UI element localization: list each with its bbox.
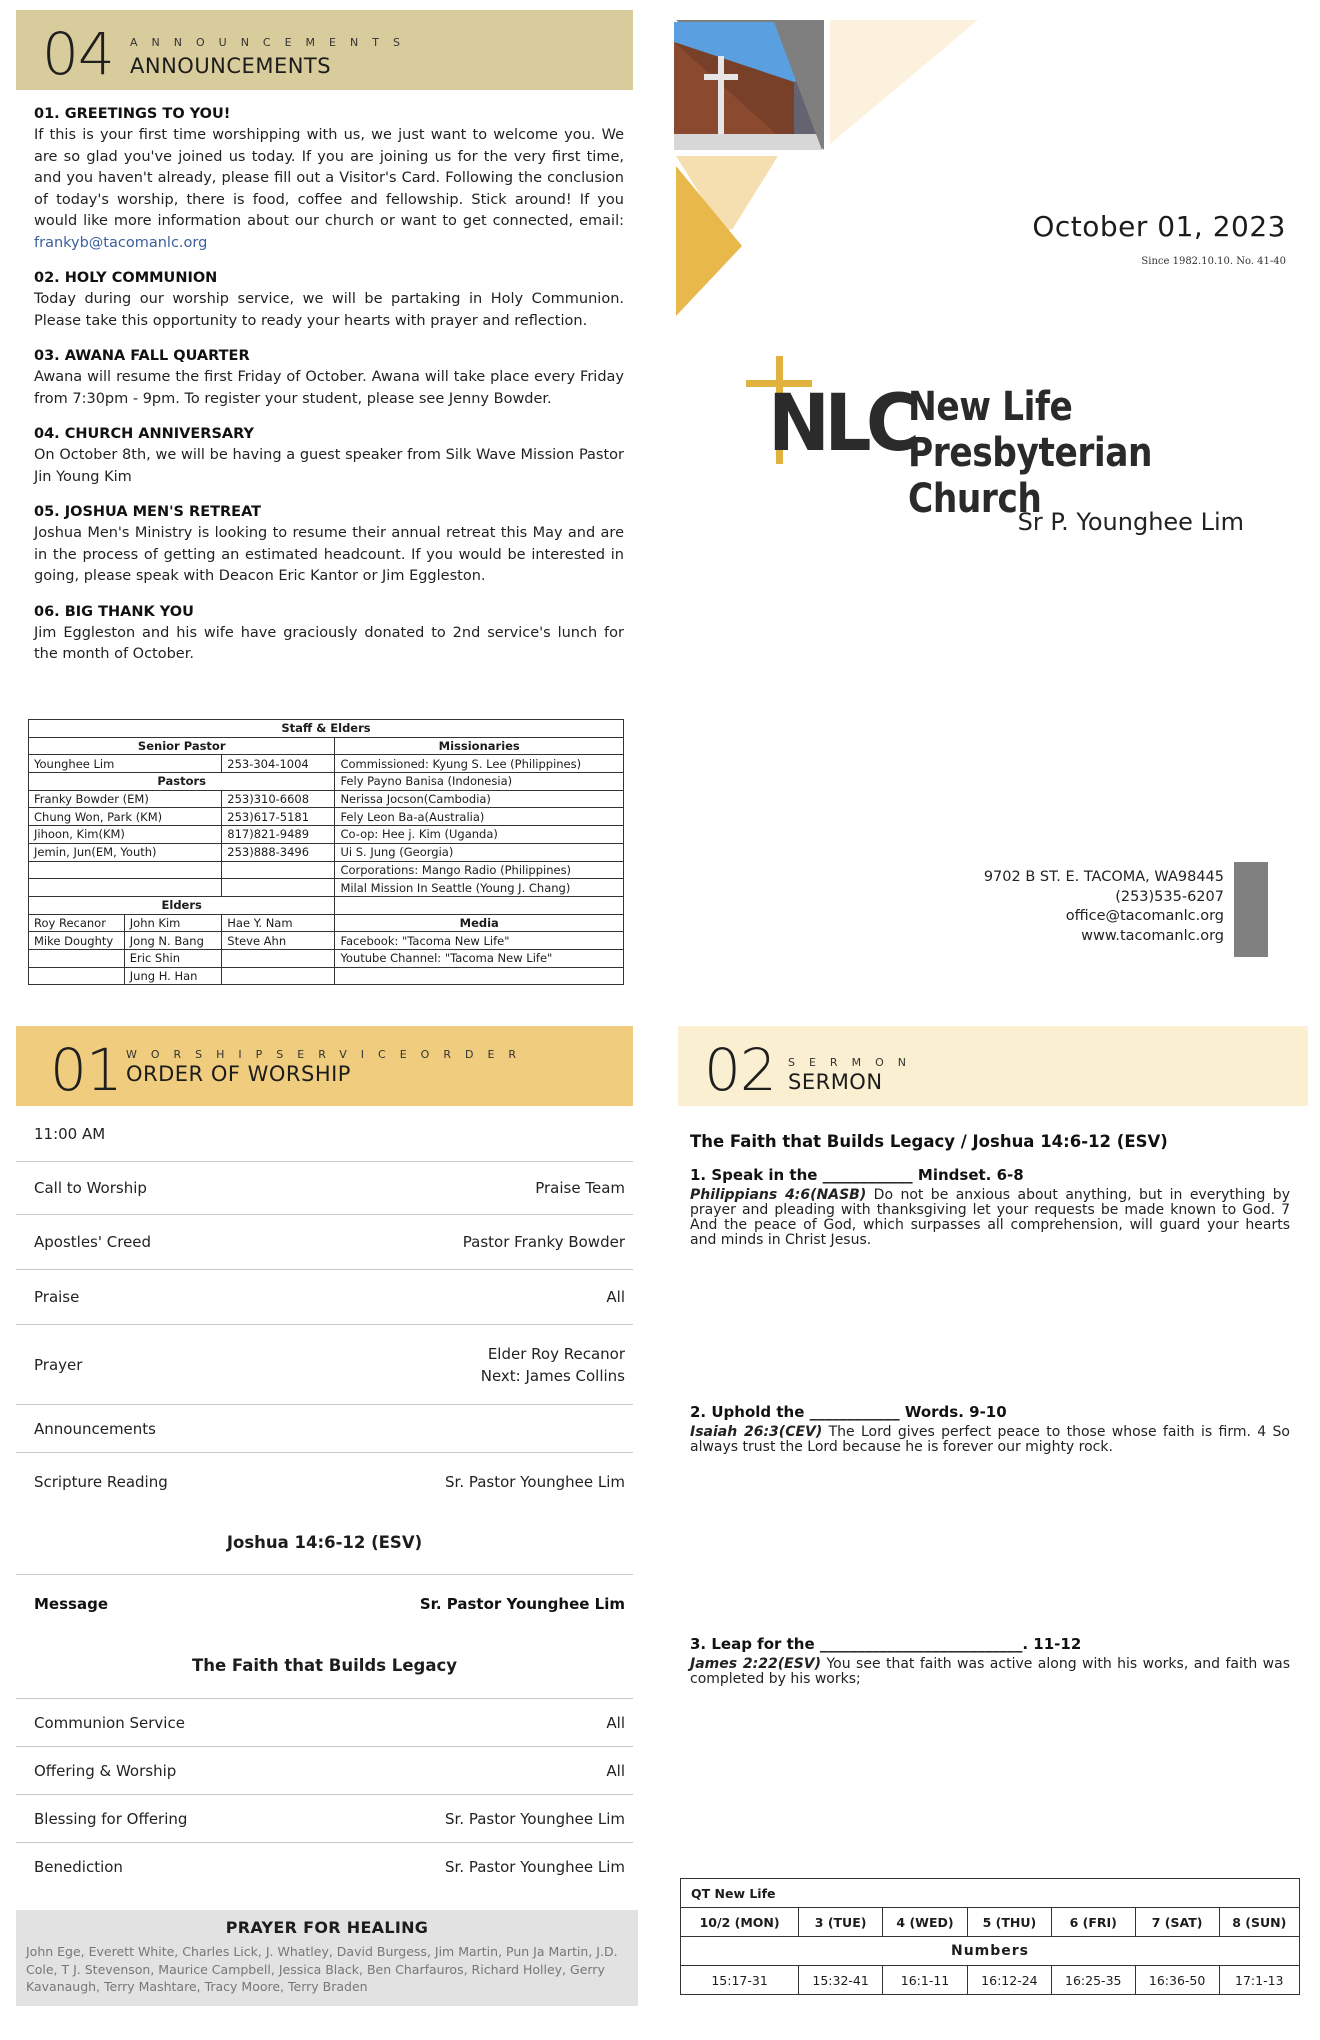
worship-row: [16, 1699, 633, 1747]
elder-name: [29, 949, 125, 967]
staff-phone: 817)821-9489: [222, 826, 335, 844]
qt-reading: 16:1-11: [883, 1966, 968, 1995]
pastors-label: Pastors: [29, 773, 335, 791]
section-spaced-label: WORSHIPSERVICEORDER: [126, 1048, 531, 1061]
missionary: Milal Mission In Seattle (Young J. Chang): [335, 879, 624, 897]
missionary: Ui S. Jung (Georgia): [335, 843, 624, 861]
qt-reading: 16:25-35: [1051, 1966, 1135, 1995]
staff-phone: 253)310-6608: [222, 790, 335, 808]
worship-leader: Sr. Pastor Younghee Lim: [445, 1473, 625, 1491]
cream-triangle: [830, 20, 978, 144]
qt-day: 7 (SAT): [1135, 1908, 1219, 1937]
empty-cell: [335, 896, 624, 914]
qt-book: Numbers: [681, 1937, 1300, 1966]
missionary: Commissioned: Kyung S. Lee (Philippines): [335, 755, 624, 773]
worship-row: [16, 1270, 633, 1325]
worship-leader: [481, 1343, 625, 1387]
missionary: Co-op: Hee j. Kim (Uganda): [335, 826, 624, 844]
message-speaker: Sr. Pastor Younghee Lim: [419, 1595, 625, 1613]
worship-item: Apostles' Creed: [34, 1233, 152, 1251]
announcement-body: On October 8th, we will be having a guest speaker from Silk Wave Mission Pastor Jin Young Kim: [34, 447, 624, 485]
worship-order-list: [16, 1106, 633, 1891]
announcement-item: [34, 348, 624, 410]
senior-pastor-name: Sr P. Younghee Lim: [1017, 508, 1244, 536]
gray-accent-bar: [1234, 862, 1268, 957]
sermon-point: [690, 1403, 1290, 1455]
worship-leader: Sr. Pastor Younghee Lim: [445, 1858, 625, 1876]
sermon-point: [690, 1635, 1290, 1687]
empty-cell: [29, 861, 222, 879]
email-link[interactable]: frankyb@tacomanlc.org: [34, 234, 208, 251]
qt-reading: 15:17-31: [681, 1966, 799, 1995]
prayer-names: John Ege, Everett White, Charles Lick, J. Whatley, David Burgess, Jim Martin, Pun Ja Martin, J.D. Cole, T J. Stevenson, Maurice Campbell, Jessica Black, Ben Charfauros, Richard Holley, Gerry Kavanaugh, Terry Mashtare, Tracy Moore, Terry Braden: [26, 1944, 618, 1994]
contact-block: [984, 868, 1224, 946]
scripture-text: Do not be anxious about anything, but in everything by prayer and pleading with thanksgiving let your requests be made known to God. 7 And the peace of God, which surpasses all comprehension, will guard your hearts and minds in Christ Jesus.: [690, 1187, 1290, 1248]
elder-name: Roy Recanor: [29, 914, 125, 932]
since-line: Since 1982.10.10. No. 41-40: [1141, 256, 1286, 267]
church-building-icon: [674, 22, 822, 150]
section-number: 04: [42, 20, 114, 88]
senior-pastor-label: Senior Pastor: [29, 737, 335, 755]
qt-day: 6 (FRI): [1051, 1908, 1135, 1937]
logo-letters: NLC: [768, 379, 915, 469]
worship-item: Announcements: [34, 1419, 156, 1438]
elder-name: John Kim: [124, 914, 222, 932]
section-number: 02: [704, 1036, 776, 1104]
staff-name: Franky Bowder (EM): [29, 790, 222, 808]
empty-cell: [29, 879, 222, 897]
elder-name: Eric Shin: [124, 949, 222, 967]
qt-title: QT New Life: [681, 1879, 1300, 1908]
prayer-title: PRAYER FOR HEALING: [225, 1918, 429, 1937]
announcement-body: Awana will resume the first Friday of October. Awana will take place every Friday from 7:30pm - 9pm. To register your student, please see Jenny Bowder.: [34, 369, 624, 407]
announcement-title: 04. CHURCH ANNIVERSARY: [34, 426, 254, 442]
staff-name: Jihoon, Kim(KM): [29, 826, 222, 844]
worship-row: [16, 1405, 633, 1453]
section-spaced-label: ANNOUNCEMENTS: [130, 36, 414, 49]
missionary: Corporations: Mango Radio (Philippines): [335, 861, 624, 879]
staff-name: Younghee Lim: [29, 755, 222, 773]
scripture-reference: Joshua 14:6-12 (ESV): [16, 1511, 633, 1575]
worship-item: Scripture Reading: [34, 1473, 168, 1491]
sermon-point-scripture: [690, 1188, 1290, 1248]
empty-cell: [335, 967, 624, 985]
announcement-body: Joshua Men's Ministry is looking to resume their annual retreat this May and are in the process of getting an estimated headcount. If you would be interested in going, please speak with Deacon Eric Kantor or Jim Eggleston.: [34, 525, 624, 584]
worship-time-row: [16, 1106, 633, 1162]
qt-reading: 16:12-24: [967, 1966, 1051, 1995]
message-row: [16, 1575, 633, 1633]
worship-leader: All: [606, 1288, 625, 1306]
missionaries-label: Missionaries: [335, 737, 624, 755]
media-label: Media: [335, 914, 624, 932]
prayer-leader: Elder Roy Recanor: [487, 1344, 625, 1363]
sermon-point-scripture: [690, 1657, 1290, 1687]
missionary: Nerissa Jocson(Cambodia): [335, 790, 624, 808]
email[interactable]: office@tacomanlc.org: [1065, 908, 1224, 924]
worship-row: [16, 1215, 633, 1270]
scripture-text: You see that faith was active along with his works, and faith was completed by his works;: [690, 1656, 1290, 1687]
qt-day: 8 (SUN): [1219, 1908, 1299, 1937]
worship-leader: Pastor Franky Bowder: [462, 1233, 625, 1251]
section-number: 01: [50, 1036, 122, 1104]
worship-row: [16, 1795, 633, 1843]
qt-day: 4 (WED): [883, 1908, 968, 1937]
qt-reading-table: [680, 1878, 1300, 1995]
sermon-point-heading: 2. Uphold the ____________ Words. 9-10: [690, 1403, 1007, 1421]
scripture-text: The Lord gives perfect peace to those whose faith is firm. 4 So always trust the Lord because he is forever our mighty rock.: [690, 1424, 1290, 1455]
section-heading: ORDER OF WORSHIP: [126, 1062, 351, 1086]
announcements-header: [16, 10, 633, 90]
scripture-ref: Isaiah 26:3(CEV): [690, 1424, 823, 1440]
announcement-body: If this is your first time worshipping with us, we just want to welcome you. We are so glad you've joined us today. If you are joining us for the very first time, and you haven't already, please fill out a Visitor's Card. Following the conclusion of today's worship, there is food, coffee and fellowship. Stick around! If you would like more information about our church or want to get connected, email: frankyb@tacomanlc.org: [34, 127, 624, 251]
phone: (253)535-6207: [1115, 888, 1224, 905]
qt-day: 5 (THU): [967, 1908, 1051, 1937]
staff-phone: 253-304-1004: [222, 755, 335, 773]
elder-name: Jong N. Bang: [124, 932, 222, 950]
elder-name: Steve Ahn: [222, 932, 335, 950]
announcement-item: [34, 106, 624, 254]
sermon-point-scripture: [690, 1425, 1290, 1455]
worship-item: Praise: [34, 1288, 80, 1306]
staff-phone: 253)888-3496: [222, 843, 335, 861]
message-label: Message: [34, 1595, 108, 1613]
empty-cell: [222, 879, 335, 897]
elder-name: Jung H. Han: [124, 967, 222, 985]
empty-cell: [222, 861, 335, 879]
elder-name: Mike Doughty: [29, 932, 125, 950]
media-item: Youtube Channel: "Tacoma New Life": [335, 949, 624, 967]
announcement-item: [34, 504, 624, 588]
qt-reading: 16:36-50: [1135, 1966, 1219, 1995]
bulletin-date: October 01, 2023: [1032, 210, 1286, 243]
announcement-item: [34, 270, 624, 332]
announcement-item: [34, 426, 624, 488]
sermon-point-heading: 1. Speak in the ____________ Mindset. 6-8: [690, 1166, 1024, 1184]
qt-reading: 15:32-41: [799, 1966, 883, 1995]
announcement-title: 01. GREETINGS TO YOU!: [34, 106, 231, 122]
staff-phone: 253)617-5181: [222, 808, 335, 826]
section-heading: SERMON: [788, 1070, 883, 1094]
website[interactable]: www.tacomanlc.org: [1081, 927, 1224, 944]
announcement-list: [34, 106, 624, 682]
church-name: [908, 384, 1262, 522]
qt-day: 3 (TUE): [799, 1908, 883, 1937]
worship-leader: Praise Team: [535, 1179, 625, 1197]
prayer-next: Next: James Collins: [480, 1366, 625, 1385]
worship-row: [16, 1747, 633, 1795]
announcement-item: [34, 604, 624, 666]
staff-name: Jemin, Jun(EM, Youth): [29, 843, 222, 861]
worship-leader: All: [606, 1761, 625, 1780]
sermon-point-heading: 3. Leap for the ___________________________. 11-12: [690, 1635, 1082, 1653]
qt-reading: 17:1-13: [1219, 1966, 1299, 1995]
scripture-ref: James 2:22(ESV): [690, 1656, 822, 1672]
staff-elders-table: [28, 719, 624, 985]
worship-row: [16, 1843, 633, 1891]
missionary: Fely Leon Ba-a(Australia): [335, 808, 624, 826]
worship-item: Call to Worship: [34, 1179, 147, 1197]
message-title: The Faith that Builds Legacy: [16, 1633, 633, 1699]
elder-name: [222, 949, 335, 967]
media-item: Facebook: "Tacoma New Life": [335, 932, 624, 950]
announcement-body: Today during our worship service, we will be partaking in Holy Communion. Please take this opportunity to ready your hearts with prayer and reflection.: [34, 291, 624, 329]
announcement-title: 03. AWANA FALL QUARTER: [34, 348, 250, 364]
prayer-for-healing-box: [16, 1910, 638, 2006]
worship-leader: All: [606, 1713, 625, 1732]
church-name-line1: New Life: [908, 384, 1073, 430]
sermon-point: [690, 1166, 1290, 1248]
worship-item: Communion Service: [34, 1713, 185, 1732]
staff-caption: Staff & Elders: [29, 720, 624, 738]
worship-header: [16, 1026, 633, 1106]
worship-leader: Sr. Pastor Younghee Lim: [445, 1809, 625, 1828]
worship-item: Prayer: [34, 1355, 83, 1374]
cover-panel: [672, 0, 1320, 995]
announcement-title: 06. BIG THANK YOU: [34, 603, 194, 620]
scripture-ref: Philippians 4:6(NASB): [690, 1187, 867, 1203]
worship-row: [16, 1453, 633, 1511]
service-time: 11:00 AM: [34, 1124, 106, 1143]
staff-name: Chung Won, Park (KM): [29, 808, 222, 826]
worship-row: [16, 1162, 633, 1215]
missionary: Fely Payno Banisa (Indonesia): [335, 773, 624, 791]
qt-day: 10/2 (MON): [681, 1908, 799, 1937]
worship-item: Offering & Worship: [34, 1761, 177, 1780]
church-name-line2: Presbyterian Church: [908, 430, 1153, 522]
worship-row: [16, 1325, 633, 1405]
announcement-title: 02. HOLY COMMUNION: [34, 270, 218, 286]
announcement-body: Jim Eggleston and his wife have graciously donated to 2nd service's lunch for the month of October.: [34, 624, 624, 662]
elder-name: Hae Y. Nam: [222, 914, 335, 932]
worship-item: Benediction: [34, 1858, 123, 1876]
elders-label: Elders: [29, 896, 335, 914]
announcement-title: 05. JOSHUA MEN'S RETREAT: [34, 504, 262, 520]
section-heading: ANNOUNCEMENTS: [130, 54, 332, 78]
elder-name: [222, 967, 335, 985]
sermon-panel: [678, 1026, 1308, 2026]
worship-item: Blessing for Offering: [34, 1809, 188, 1828]
church-logo: [738, 356, 915, 472]
order-of-worship-panel: [16, 1026, 633, 2026]
address: 9702 B ST. E. TACOMA, WA98445: [983, 869, 1224, 885]
sermon-header: [678, 1026, 1308, 1106]
section-spaced-label: SERMON: [788, 1056, 920, 1069]
elder-name: [29, 967, 125, 985]
sermon-title: The Faith that Builds Legacy / Joshua 14:6-12 (ESV): [690, 1132, 1168, 1151]
church-photo: [674, 22, 822, 150]
